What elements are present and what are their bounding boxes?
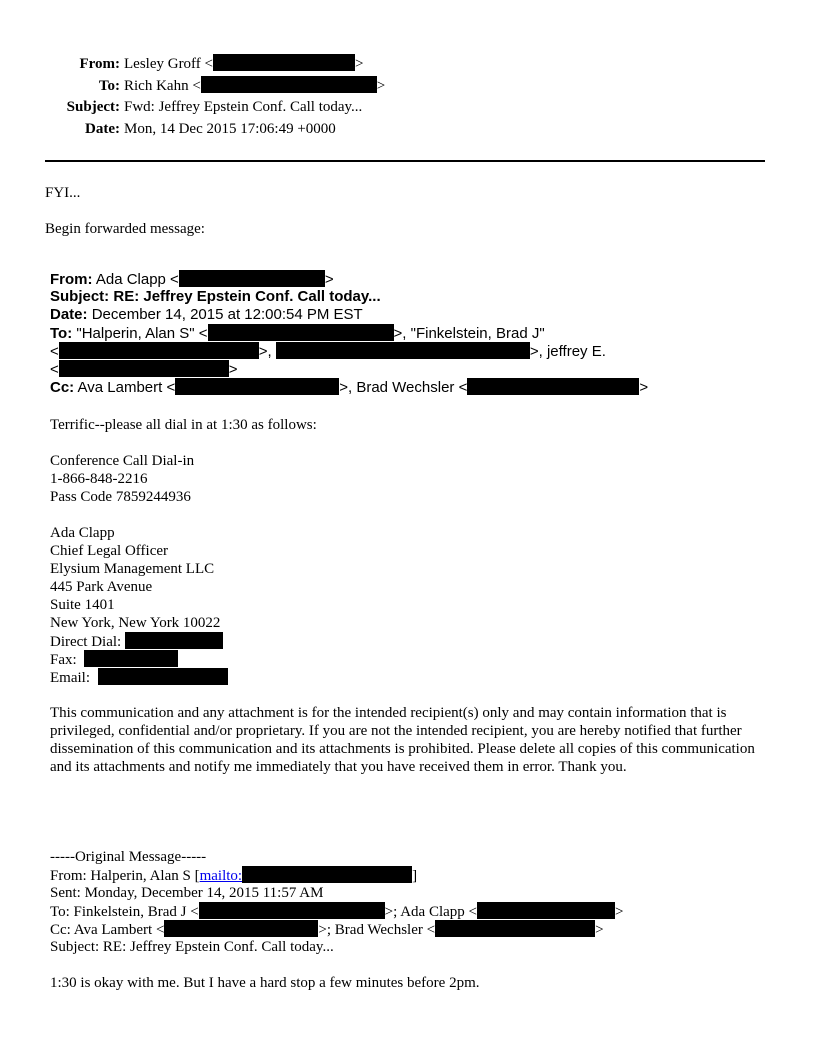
original-separator: -----Original Message----- (50, 849, 207, 865)
confidentiality-disclaimer: This communication and any attachment is for the intended recipient(s) only and may contain information that is privileged, confidential and/or proprietary. If you are not the intended recipient, you are hereby notified that further dissemination of this communication and its attachments is prohibited. Please delete all copies of this communication and its attachments and notify me immediately that you have received them in error. Thank you. (50, 705, 755, 775)
redaction-block (98, 668, 228, 685)
header-to-close: > (376, 78, 386, 94)
header-date-label: Date: (85, 121, 120, 137)
signature-direct-label: Direct Dial: (50, 634, 122, 650)
fwd-cc-label: Cc: (50, 379, 75, 396)
fwd-date-label: Date: (50, 306, 88, 323)
original-subject: Subject: RE: Jeffrey Epstein Conf. Call today... (50, 939, 334, 955)
mailto-link[interactable]: mailto: (199, 868, 243, 884)
original-cc-row (50, 920, 604, 939)
original-from-row (50, 866, 417, 885)
header-date-value: Mon, 14 Dec 2015 17:06:49 +0000 (124, 121, 336, 137)
fwd-from-value: Ada Clapp < (95, 271, 179, 288)
body-forwarded-intro: Begin forwarded message: (45, 221, 205, 237)
fwd-from-row (50, 270, 334, 289)
dialin-title: Conference Call Dial-in (50, 453, 195, 469)
redaction-block (213, 54, 355, 71)
signature-address1: 445 Park Avenue (50, 579, 153, 595)
fwd-subject-row (50, 288, 381, 306)
header-subject-value: Fwd: Jeffrey Epstein Conf. Call today... (124, 99, 363, 115)
signature-direct-row (50, 632, 223, 651)
original-to-text-cont: >; Ada Clapp < (384, 904, 477, 920)
fwd-cc-row (50, 378, 648, 397)
header-from-close: > (355, 56, 364, 72)
fwd-to-value-cont: >, "Finkelstein, Brad J" (393, 325, 545, 342)
header-to-row (0, 76, 385, 95)
original-to-close: > (615, 904, 624, 920)
original-cc-close: > (595, 922, 604, 938)
original-sent: Sent: Monday, December 14, 2015 11:57 AM (50, 885, 324, 901)
redaction-block (477, 902, 615, 919)
redaction-block (199, 902, 385, 919)
signature-address2: Suite 1401 (50, 597, 115, 613)
fwd-to-row-3 (50, 360, 238, 379)
signature-email-label: Email: (50, 670, 90, 686)
fwd-from-close: > (324, 271, 334, 288)
original-to-row (50, 902, 623, 921)
fwd-to-value: "Halperin, Alan S" < (76, 325, 208, 342)
redaction-block (125, 632, 223, 649)
header-subject-row (0, 98, 362, 116)
redaction-block (201, 76, 377, 93)
signature-fax-row (50, 650, 178, 669)
header-divider (45, 160, 765, 162)
redaction-block (435, 920, 595, 937)
signature-company: Elysium Management LLC (50, 561, 215, 577)
fwd-to-line3-open: < (50, 361, 59, 378)
signature-email-row (50, 668, 228, 687)
redaction-block (175, 378, 339, 395)
dialin-number: 1-866-848-2216 (50, 471, 148, 487)
fwd-cc-value-cont: >, Brad Wechsler < (339, 379, 468, 396)
original-to-text: To: Finkelstein, Brad J < (50, 904, 199, 920)
redaction-block (84, 650, 178, 667)
fwd-subject-value: RE: Jeffrey Epstein Conf. Call today... (113, 288, 381, 305)
fwd-subject-label: Subject: (50, 288, 110, 305)
original-cc-text-cont: >; Brad Wechsler < (318, 922, 436, 938)
header-from-value: Lesley Groff < (124, 56, 213, 72)
original-from-close: ] (412, 868, 418, 884)
header-to-value: Rich Kahn < (124, 78, 201, 94)
original-cc-text: Cc: Ava Lambert < (50, 922, 165, 938)
signature-name: Ada Clapp (50, 525, 115, 541)
fwd-date-row (50, 306, 363, 324)
header-from-label: From: (79, 56, 120, 72)
signature-city: New York, New York 10022 (50, 615, 221, 631)
dialin-passcode: Pass Code 7859244936 (50, 489, 191, 505)
redaction-block (208, 324, 394, 341)
redaction-block (467, 378, 639, 395)
redaction-block (179, 270, 325, 287)
fwd-to-line2-end: >, jeffrey E. (529, 343, 606, 360)
fwd-from-label: From: (50, 271, 93, 288)
original-reply: 1:30 is okay with me. But I have a hard stop a few minutes before 2pm. (50, 975, 480, 991)
fwd-cc-value: Ava Lambert < (77, 379, 176, 396)
signature-title: Chief Legal Officer (50, 543, 169, 559)
redaction-block (59, 360, 229, 377)
fwd-to-row (50, 324, 545, 343)
fwd-to-row-2 (50, 342, 606, 361)
original-from-text: From: Halperin, Alan S [ (50, 868, 200, 884)
fwd-to-line2-sep: >, (258, 343, 272, 360)
message-intro: Terrific--please all dial in at 1:30 as follows: (50, 417, 317, 433)
redaction-block (242, 866, 412, 883)
fwd-cc-close: > (639, 379, 649, 396)
header-date-row (0, 120, 336, 138)
redaction-block (276, 342, 530, 359)
fwd-to-line2-open: < (50, 343, 59, 360)
fwd-date-value: December 14, 2015 at 12:00:54 PM EST (91, 306, 363, 323)
header-subject-label: Subject: (66, 99, 120, 115)
header-to-label: To: (98, 78, 120, 94)
signature-fax-label: Fax: (50, 652, 77, 668)
redaction-block (59, 342, 259, 359)
fwd-to-label: To: (50, 325, 73, 342)
header-from-row (0, 54, 363, 73)
body-fyi: FYI... (45, 185, 81, 201)
redaction-block (164, 920, 318, 937)
fwd-to-line3-close: > (228, 361, 238, 378)
